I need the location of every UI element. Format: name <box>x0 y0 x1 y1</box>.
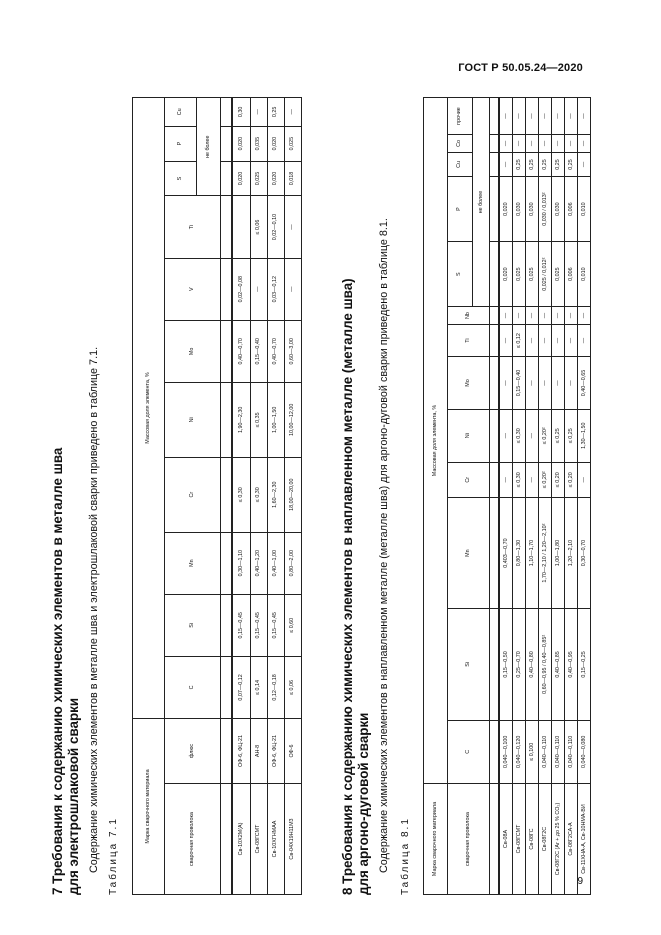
t71-el-v: V <box>165 258 221 320</box>
section8-title-line2: для аргоно-дуговой сварки <box>356 712 371 895</box>
table-cell: 0,25 <box>526 152 539 176</box>
page-number: 9 <box>577 876 583 887</box>
table-cell: 0,40—0,70 <box>232 320 250 382</box>
table-cell: — <box>526 357 539 410</box>
table-row <box>499 98 513 895</box>
table-cell: 0,020 <box>499 242 513 307</box>
table-cell: 0,15—0,45 <box>250 594 267 656</box>
table-cell: 0,025 / 0,012² <box>539 242 552 307</box>
table-cell: 0,25 <box>539 152 552 176</box>
table-cell: — <box>565 357 578 410</box>
table-cell: 0,12—0,18 <box>267 656 284 718</box>
section8-title <box>340 278 372 895</box>
table-cell: — <box>526 409 539 462</box>
t81-body <box>499 98 591 895</box>
table-cell: Св-08Г2С <box>539 784 552 895</box>
table-cell: 10,00—12,00 <box>284 382 301 457</box>
table-cell: — <box>539 98 552 135</box>
table-cell: — <box>552 307 565 325</box>
table-cell: — <box>539 307 552 325</box>
table-cell: 0,30 <box>232 98 250 127</box>
table-cell: — <box>499 462 513 497</box>
table-cell: 0,040—0,100 <box>499 720 513 783</box>
t81-el-co: Co <box>448 135 472 153</box>
table-cell: — <box>539 135 552 153</box>
table-cell: — <box>526 324 539 356</box>
table-cell: 0,25—0,70 <box>513 609 526 720</box>
table-cell: 0,025 <box>284 126 301 161</box>
table-row <box>565 98 578 895</box>
table-cell: 1,00—1,50 <box>267 382 284 457</box>
t71-col-flux: флюс <box>165 719 221 784</box>
table-cell: 0,60—0,95 / 0,40—0,85² <box>539 609 552 720</box>
table-cell: 1,90—2,30 <box>232 382 250 457</box>
table-row <box>513 98 526 895</box>
t81-brand-header: Марка сварочного материала <box>424 784 448 895</box>
table-cell: — <box>526 98 539 135</box>
table-cell: 0,40—0,85 <box>552 609 565 720</box>
t71-el-s: S <box>165 161 197 196</box>
table-cell: — <box>526 135 539 153</box>
table-cell: АН-8 <box>250 719 267 784</box>
table-7-1 <box>132 97 302 895</box>
table-cell: 0,030 <box>552 177 565 242</box>
table-cell: 0,60—3,00 <box>284 320 301 382</box>
table-cell: 0,006 <box>565 177 578 242</box>
t81-el-mo: Mo <box>448 357 490 410</box>
t71-body <box>232 98 302 895</box>
table-cell: Св-08Г2СА-А <box>565 784 578 895</box>
table-row <box>578 98 591 895</box>
table-cell: 0,030 / 0,013² <box>539 177 552 242</box>
t81-el-ni: Ni <box>448 409 490 462</box>
table-cell: 0,02—0,10 <box>267 196 284 258</box>
table-cell: — <box>499 98 513 135</box>
table-cell: 0,018 <box>284 161 301 196</box>
table-cell: — <box>499 324 513 356</box>
table-cell: — <box>499 307 513 325</box>
table-cell: 1,70—2,10 / 1,20—2,10² <box>539 497 552 608</box>
table-row <box>267 98 284 895</box>
t71-el-c: C <box>165 656 221 718</box>
section7-title <box>50 448 82 895</box>
table-cell: Св-11ХНА-А, Св-10НМА-ВИ <box>578 784 591 895</box>
t81-el-s: S <box>448 242 472 307</box>
table-cell: ОФ-6 <box>284 719 301 784</box>
table-cell: — <box>578 307 591 325</box>
table-cell: — <box>539 357 552 410</box>
table-cell: 0,040—0,110 <box>565 720 578 783</box>
table-cell: ≤ 0,30 <box>250 457 267 532</box>
table-cell: 0,40—0,70 <box>267 320 284 382</box>
section7-paragraph: Содержание химических элементов в металле шва и электрошлаковой сварки приведено в таблице 7.1. <box>88 346 100 873</box>
table-cell: 0,040—0,080 <box>578 720 591 783</box>
table-cell: 1,60—2,30 <box>267 457 284 532</box>
table-cell: 1,20—2,10 <box>565 497 578 608</box>
table-cell: 0,15—0,25 <box>578 609 591 720</box>
table81-caption: Таблица 8.1 <box>400 817 411 895</box>
table-cell: — <box>499 135 513 153</box>
section7-title-line1: 7 Требования к содержанию химических элементов в металле шва <box>50 447 65 895</box>
table-cell: 0,02—0,08 <box>232 258 250 320</box>
table-row <box>250 98 267 895</box>
table-row <box>284 98 301 895</box>
table-cell: 0,15—0,45 <box>267 594 284 656</box>
table-cell: 0,07—0,12 <box>232 656 250 718</box>
table-cell: 0,30—1,10 <box>232 532 250 594</box>
t71-el-mo: Mo <box>165 320 221 382</box>
table-cell: ОФ-6, ФЦ-21 <box>267 719 284 784</box>
standard-header: ГОСТ Р 50.05.24—2020 <box>458 62 583 74</box>
table-cell: 0,40—0,65 <box>578 357 591 410</box>
table-cell: — <box>284 258 301 320</box>
table-cell: 0,25 <box>565 152 578 176</box>
table-cell: — <box>578 462 591 497</box>
section8-paragraph: Содержание химических элементов в наплавленном металле (металле шва) для аргоно-дуговой сварки приведено в таблице 8.1. <box>378 218 390 873</box>
table-cell: — <box>513 135 526 153</box>
table-cell: — <box>526 307 539 325</box>
table-cell: — <box>578 98 591 135</box>
table-cell: Св-10ХГНМАА <box>267 784 284 895</box>
table-cell: 0,30—0,70 <box>578 497 591 608</box>
table-cell: — <box>552 357 565 410</box>
table-cell: 0,25 <box>513 152 526 176</box>
table-row <box>526 98 539 895</box>
table-cell: 0,80—1,30 <box>513 497 526 608</box>
table-cell: 0,040—0,110 <box>552 720 565 783</box>
table-cell: — <box>552 324 565 356</box>
t81-el-mn: Mn <box>448 497 490 608</box>
table-cell: ≤ 0,25 <box>552 409 565 462</box>
table-cell: ≤ 0,14 <box>250 656 267 718</box>
t81-el-nb: Nb <box>448 307 490 325</box>
table-cell: 0,030 <box>526 177 539 242</box>
table-cell: — <box>565 135 578 153</box>
table-cell: Св-08ГС <box>526 784 539 895</box>
table-cell: — <box>565 307 578 325</box>
table-cell: ≤ 0,30 <box>232 457 250 532</box>
table-cell: — <box>284 98 301 127</box>
t71-el-ni: Ni <box>165 382 221 457</box>
table-cell: — <box>284 196 301 258</box>
table-cell: 0,025 <box>552 242 565 307</box>
t81-el-other: прочие <box>448 98 472 135</box>
t81-el-cr: Cr <box>448 462 490 497</box>
table-row <box>552 98 565 895</box>
table-cell: 0,40—1,20 <box>250 532 267 594</box>
table-cell: ≤ 0,06 <box>250 196 267 258</box>
table-cell: 0,15—0,45 <box>232 594 250 656</box>
table-cell: 1,00—1,80 <box>552 497 565 608</box>
table-cell: ≤ 0,25 <box>565 409 578 462</box>
table-cell: 0,010 <box>578 177 591 242</box>
table-cell: ≤ 0,12 <box>513 324 526 356</box>
t81-not-more: не более <box>472 98 490 307</box>
t71-el-ti: Ti <box>165 196 221 258</box>
table-cell: 0,025 <box>513 242 526 307</box>
table-cell: Св-08А <box>499 784 513 895</box>
table-cell: — <box>499 152 513 176</box>
table-cell: 0,020 <box>232 126 250 161</box>
table-cell: ≤ 0,20² <box>539 462 552 497</box>
table-cell: — <box>250 98 267 127</box>
table-cell: 0,020 <box>232 161 250 196</box>
table-cell: — <box>565 98 578 135</box>
table-cell: ≤ 0,30 <box>513 462 526 497</box>
table-cell: 0,25 <box>267 98 284 127</box>
table-cell: — <box>578 324 591 356</box>
table-cell: — <box>513 307 526 325</box>
table-cell: — <box>552 98 565 135</box>
table-cell: 0,40—1,00 <box>267 532 284 594</box>
table-cell: 0,15—0,50 <box>499 609 513 720</box>
table-cell: ≤ 0,60 <box>284 594 301 656</box>
rotated-content <box>50 55 630 895</box>
t71-el-mn: Mn <box>165 532 221 594</box>
table-cell: ≤ 0,20 <box>565 462 578 497</box>
table-cell: — <box>578 135 591 153</box>
table-row <box>539 98 552 895</box>
table-cell: 0,403—0,70 <box>499 497 513 608</box>
table71-caption: Таблица 7.1 <box>108 817 119 895</box>
t71-col-wire: сварочная проволока <box>165 784 221 895</box>
table-cell: ОФ-6, ФЦ-21 <box>232 719 250 784</box>
table-cell: 0,030 <box>513 177 526 242</box>
t81-mass-header: Массовая доля элемента, % <box>424 98 448 784</box>
table-cell: Св-10Х2М(А) <box>232 784 250 895</box>
table-cell: — <box>513 98 526 135</box>
table-cell: 18,00—20,00 <box>284 457 301 532</box>
table-cell: — <box>539 324 552 356</box>
table-cell: — <box>526 462 539 497</box>
table-cell: — <box>552 135 565 153</box>
table-cell: 0,040—0,120 <box>513 720 526 783</box>
table-cell: Св-08ГСМТ <box>250 784 267 895</box>
table-cell: 0,25 <box>552 152 565 176</box>
table-cell: ≤ 0,20² <box>539 409 552 462</box>
table-cell: 1,10—1,70 <box>526 497 539 608</box>
table-cell: — <box>499 357 513 410</box>
t81-el-si: Si <box>448 609 490 720</box>
table-cell: Св-08ГСМТ <box>513 784 526 895</box>
t71-brand-header: Марка сварочного материала <box>133 719 165 895</box>
table-cell: ≤ 0,35 <box>250 382 267 457</box>
table-cell: 0,020 <box>267 126 284 161</box>
table-cell: 0,40—0,95 <box>565 609 578 720</box>
t71-el-cu: Cu <box>165 98 197 127</box>
table-cell: 0,15—0,40 <box>513 357 526 410</box>
t71-el-cr: Cr <box>165 457 221 532</box>
table-row <box>232 98 250 895</box>
table-cell: — <box>565 324 578 356</box>
table-8-1 <box>423 97 591 895</box>
table-cell: Св-04Х19Н11М3 <box>284 784 301 895</box>
table-cell: 0,040—0,110 <box>539 720 552 783</box>
t71-el-si: Si <box>165 594 221 656</box>
table-cell: 1,30—1,50 <box>578 409 591 462</box>
t81-el-c: C <box>448 720 490 783</box>
t71-not-more: не более <box>197 98 221 196</box>
table-cell: 0,035 <box>250 126 267 161</box>
table-cell: — <box>578 152 591 176</box>
table-cell: 0,80—2,00 <box>284 532 301 594</box>
table-cell <box>232 196 250 258</box>
table-cell: ≤ 0,100 <box>526 720 539 783</box>
table-cell: 0,025 <box>526 242 539 307</box>
t71-el-p: P <box>165 126 197 161</box>
table-cell: ≤ 0,30 <box>513 409 526 462</box>
table-cell: ≤ 0,06 <box>284 656 301 718</box>
table-cell: ≤ 0,20 <box>552 462 565 497</box>
t81-el-cu: Cu <box>448 152 472 176</box>
t81-el-p: P <box>448 177 472 242</box>
table-cell: 0,025 <box>250 161 267 196</box>
t81-col-wire: сварочная проволока <box>448 784 490 895</box>
table-cell: 0,010 <box>578 242 591 307</box>
t81-el-ti: Ti <box>448 324 490 356</box>
table-cell: 0,020 <box>267 161 284 196</box>
table-cell: 0,020 <box>499 177 513 242</box>
table-cell: — <box>499 409 513 462</box>
table-cell: Св-08Г2С (Ar + до 25 % CO₂) <box>552 784 565 895</box>
table-cell: — <box>250 258 267 320</box>
table-cell: 0,006 <box>565 242 578 307</box>
section7-title-line2: для электрошлаковой сварки <box>66 697 81 895</box>
table-cell: 0,03—0,12 <box>267 258 284 320</box>
t71-mass-header: Массовая доля элемента, % <box>133 98 165 719</box>
table-cell: 0,40—0,80 <box>526 609 539 720</box>
section8-title-line1: 8 Требования к содержанию химических элементов в наплавленном металле (металле шва) <box>340 278 355 895</box>
table-cell: 0,15—0,40 <box>250 320 267 382</box>
